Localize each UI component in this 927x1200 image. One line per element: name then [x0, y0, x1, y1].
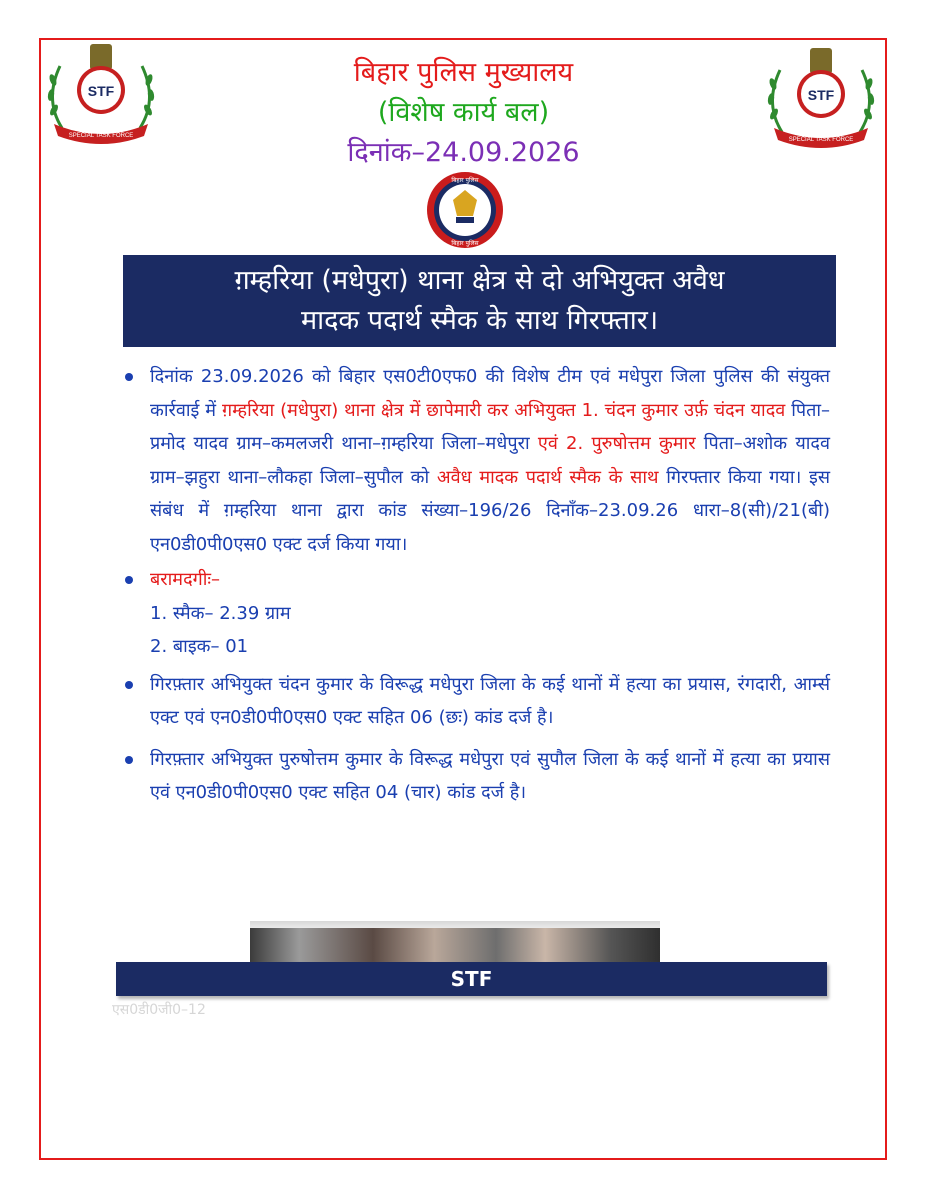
- accused1-record: [150, 668, 830, 735]
- bullet-icon: [125, 681, 133, 689]
- badge-bottom-text: बिहार पुलिस: [451, 240, 479, 247]
- arrest-highlight-2: एवं 2. पुरुषोत्तम कुमार: [537, 433, 696, 454]
- header-subtitle: (विशेष कार्य बल): [377, 97, 550, 128]
- headline-banner: [123, 255, 836, 347]
- press-release-body: [150, 360, 830, 810]
- recovery-item: 2. बाइक– 01: [150, 636, 249, 657]
- arrest-text-3: पिता–अशोक यादव ग्राम–झहुरा थाना–लौकहा जिला–सुपौल को: [150, 433, 830, 488]
- accused2-record-text: गिरफ़्तार अभियुक्त पुरुषोत्तम कुमार के विरूद्ध मधेपुरा एवं सुपौल जिला के कई थानों में हत्या का प्रयास एवं एन0डी0पी0एस0 एक्ट सहित 04 (चार) कांड दर्ज है।: [150, 748, 830, 803]
- stf-emblem-right-text: STF: [807, 87, 835, 103]
- headline-line-1: ग़म्हरिया (मधेपुरा) थाना क्षेत्र से दो अभियुक्त अवैध: [234, 265, 725, 296]
- recovery-heading-row: [150, 563, 830, 597]
- footer-stf-bar: STF: [116, 962, 827, 996]
- accused2-record: [150, 743, 830, 810]
- recovery-item: 1. स्मैक– 2.39 ग्राम: [150, 602, 291, 624]
- arrest-text-2: पिता–प्रमोद यादव ग्राम–कमलजरी थाना–ग़म्हरिया जिला–मधेपुरा: [150, 399, 830, 454]
- arrest-highlight-3: अवैध मादक पदार्थ स्मैक के साथ: [436, 466, 659, 488]
- accused1-record-text: गिरफ़्तार अभियुक्त चंदन कुमार के विरूद्ध मधेपुरा जिला के कई थानों में हत्या का प्रयास, रंगदारी, आर्म्स एक्ट एवं एन0डी0पी0एस0 एक्ट सहित 06 (छः) कांड दर्ज है।: [150, 673, 830, 728]
- arrest-paragraph: [150, 360, 830, 561]
- stf-emblem-left-text: STF: [87, 83, 115, 99]
- header-title: बिहार पुलिस मुख्यालय: [353, 57, 574, 88]
- header-date: दिनांक–24.09.2026: [347, 137, 580, 168]
- bullet-icon: [125, 756, 133, 764]
- bullet-icon: [125, 373, 133, 381]
- arrest-text-4: गिरफ्तार किया गया। इस संबंध में ग़म्हरिया थाना द्वारा कांड संख्या–196/26 दिनाँक–23.09.26 धारा–8(सी)/21(बी) एन0डी0पी0एस0 एक्ट दर्ज किया गया।: [150, 466, 831, 555]
- headline-line-2: मादक पदार्थ स्मैक के साथ गिरफ्तार।: [300, 305, 659, 336]
- recovery-heading: बरामदगीः–: [150, 569, 221, 590]
- badge-top-text: बिहार पुलिस: [451, 177, 479, 184]
- bullet-icon: [125, 576, 133, 584]
- stf-emblem-left-ribbon: SPECIAL TASK FORCE: [68, 133, 134, 139]
- arrest-text-1: दिनांक 23.09.2026 को बिहार एस0टी0एफ0 की विशेष टीम एवं मधेपुरा जिला पुलिस की संयुक्त कार्रवाई में: [150, 366, 830, 421]
- bihar-police-badge: [423, 170, 507, 250]
- footer-faint-text: एस0डी0जी0–12: [112, 1002, 206, 1018]
- arrest-highlight-1: ग़म्हरिया (मधेपुरा) थाना क्षेत्र में छापेमारी कर अभियुक्त 1. चंदन कुमार उर्फ़ चंदन यादव: [221, 399, 786, 421]
- handcuffed-hands-image: [250, 928, 660, 962]
- stf-emblem-right-ribbon: SPECIAL TASK FORCE: [788, 137, 854, 143]
